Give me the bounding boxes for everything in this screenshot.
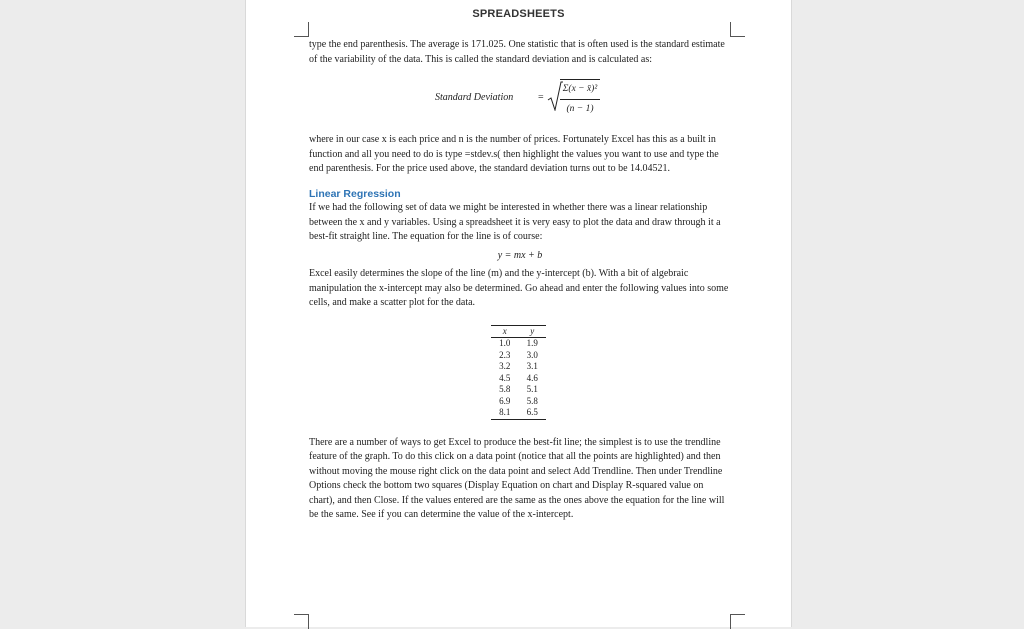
- table-header-x: x: [491, 325, 519, 338]
- table-cell: 2.3: [499, 349, 511, 360]
- table-cell: 5.8: [499, 384, 511, 394]
- table-cell: 5.8: [526, 395, 538, 406]
- table-cell: 4.6: [526, 372, 538, 383]
- table-cell: 6.9: [499, 395, 511, 406]
- table-row: [491, 373, 546, 385]
- paragraph-trendline: There are a number of ways to get Excel to produce the best-fit line; the simplest is to use the trendline feature of the graph. To do this click on a data point (notice that all the points are highlighted) and then without moving the mouse right click on the data point and select Add Trendline. Then under Trendline Options check the bottom two squares (Display Equation on chart and Display R-squared value on chart), and then Close. If the values entered are the same as the ones above the equation for the line will be the same. See if you can determine the value of the x-intercept.: [309, 436, 725, 520]
- table-cell: 6.5: [519, 407, 547, 419]
- table-row: [491, 384, 546, 396]
- line-equation: y = mx + b: [497, 249, 543, 261]
- table-cell: 1.9: [526, 338, 538, 348]
- table-cell: 1.0: [499, 338, 511, 348]
- table-cell: 3.0: [526, 349, 538, 360]
- section-heading: Linear Regression: [309, 187, 401, 200]
- margin-corner-top-left: [294, 22, 309, 37]
- page-header: SPREADSHEETS: [472, 8, 565, 20]
- table-cell: 3.1: [526, 361, 538, 371]
- table-cell: 5.1: [526, 384, 538, 394]
- formula-fraction: [560, 79, 600, 116]
- margin-corner-top-right: [730, 22, 745, 37]
- table-row: [491, 338, 546, 350]
- document-body[interactable]: [309, 38, 731, 523]
- table-row: [491, 361, 546, 373]
- table-row: [491, 407, 546, 419]
- table-row: [491, 350, 546, 362]
- standard-deviation-formula: [309, 75, 731, 119]
- paragraph-excel: Excel easily determines the slope of the line (m) and the y-intercept (b). With a bit of algebraic manipulation the x-intercept may also be determined. Go ahead and enter the following values into some cells, and make a scatter plot for the data.: [309, 268, 729, 308]
- formula-numerator: Σ(x − x̄)²: [560, 79, 600, 100]
- table-cell: 3.2: [499, 361, 511, 371]
- table-header-y: y: [519, 325, 547, 338]
- paragraph-stdev: where in our case x is each price and n is the number of prices. Fortunately Excel has this as a built in function and all you need to do is type =stdev.s( then highlight the values you want to use and type the end parenthesis. For the price used above, the standard deviation turns out to be 14.04521.: [309, 134, 719, 174]
- table-cell: 8.1: [491, 407, 519, 419]
- formula-label: Standard Deviation: [435, 92, 514, 103]
- paragraph-regression: If we had the following set of data we might be interested in whether there was a linear relationship between the x and y variables. Using a spreadsheet it is very easy to plot the data and draw through it a best-fit straight line. The equation for the line is of course:: [309, 202, 721, 242]
- formula-equals: =: [538, 92, 544, 103]
- document-page: [245, 0, 792, 627]
- table-row: [491, 396, 546, 408]
- formula-denominator: (n − 1): [566, 103, 594, 114]
- paragraph-intro: type the end parenthesis. The average is 171.025. One statistic that is often used is the standard estimate of the variability of the data. This is called the standard deviation and is calculated as:: [309, 39, 725, 65]
- table-cell: 4.5: [499, 372, 511, 383]
- data-table: [491, 325, 546, 420]
